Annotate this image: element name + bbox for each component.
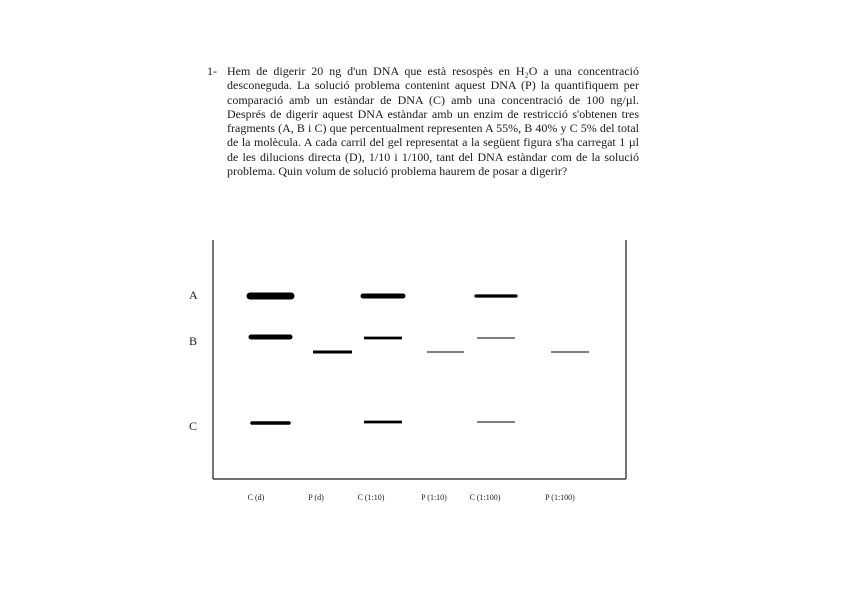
lane-label-6: P (1:100) <box>545 493 575 502</box>
band-label-b: B <box>189 334 198 348</box>
lane-label-2: P (d) <box>308 493 324 502</box>
lane-label-1: C (d) <box>247 493 265 502</box>
lane-label-5: C (1:100) <box>469 493 501 502</box>
band-label-c: C <box>189 419 198 433</box>
question-number: 1- <box>207 64 217 78</box>
lane-label-3: C (1:10) <box>357 493 385 502</box>
lane-label-4: P (1:10) <box>421 493 447 502</box>
question-text: Hem de digerir 20 ng d'un DNA que està resospès en H₂O a una concentració desconeguda. La solució problema contenint aquest DNA (P) la quantifiquem per comparació amb un estàndar de DNA (C) amb una concentració de 100 ng/µl. Després de digerir aquest DNA estàndar amb un enzim de restricció s'obtenen tres fragments (A, B i C) que percentualment representen A 55%, B 40% y C 5% del total de la molècula. A cada carril del gel representat a la següent figura s'ha carregat 1 µl de les dilucions directa (D), 1/10 i 1/100, tant del DNA estàndar com de la solució problema. Quin volum de solució problema haurem de posar a digerir? <box>227 64 639 179</box>
band-label-a: A <box>189 288 198 302</box>
